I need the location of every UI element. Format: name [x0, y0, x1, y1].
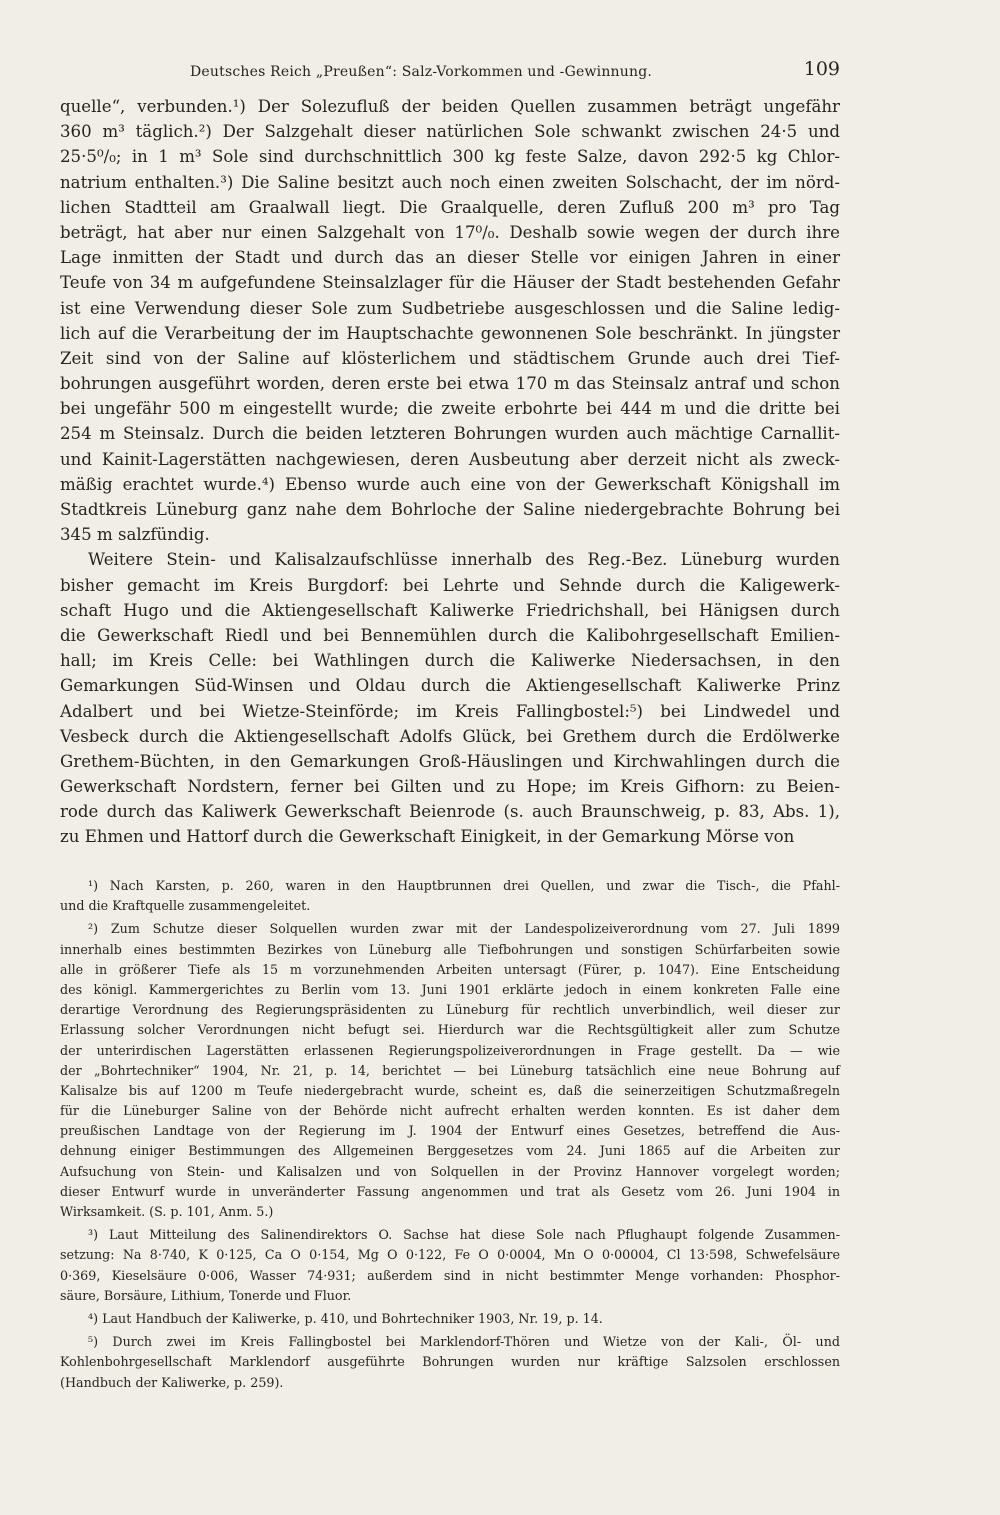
body-line: zu Ehmen und Hattorf durch die Gewerkschaft Einigkeit, in der Gemarkung Mörse von: [60, 827, 795, 847]
footnote-line: Aufsuchung von Stein- und Kalisalzen und von Solquellen in der Provinz Hannover vorgelegt worden;: [60, 1163, 840, 1179]
running-head: Deutsches Reich „Preußen“: Salz-Vorkommen und -Gewinnung.: [190, 64, 653, 80]
footnote-line: innerhalb eines bestimmten Bezirkes von Lüneburg alle Tiefbohrungen und sonstigen Schürfarbeiten sowie: [60, 941, 840, 957]
body-line: mäßig erachtet wurde.⁴) Ebenso wurde auch eine von der Gewerkschaft Königshall im: [60, 474, 840, 494]
body-line: und Kainit-Lagerstätten nachgewiesen, deren Ausbeutung aber derzeit nicht als zweck-: [60, 449, 840, 469]
body-line: Grethem-Büchten, in den Gemarkungen Groß-Häuslingen und Kirchwahlingen durch die: [60, 751, 840, 771]
footnote-line: dehnung einiger Bestimmungen des Allgemeinen Berggesetzes vom 24. Juni 1865 auf die Arbeiten zur: [60, 1143, 840, 1159]
footnotes: [60, 876, 840, 1393]
footnote-line: 0·369, Kieselsäure 0·006, Wasser 74·931; außerdem sind in nicht bestimmter Menge vorhanden: Phosphor-: [60, 1267, 840, 1283]
footnote-line: ¹) Nach Karsten, p. 260, waren in den Hauptbrunnen drei Quellen, und zwar die Tisch-, die Pfahl-: [88, 878, 840, 893]
footnote-line: ²) Zum Schutze dieser Solquellen wurden zwar mit der Landespolizeiverordnung vom 27. Juli 1899: [88, 921, 840, 937]
body-line: Zeit sind von der Saline auf klösterlichem und städtischem Grunde auch drei Tief-: [60, 348, 840, 368]
footnote-line: der „Bohrtechniker“ 1904, Nr. 21, p. 14, berichtet — bei Lüneburg tatsächlich eine neue Bohrung auf: [60, 1062, 840, 1078]
footnote-line: preußischen Landtage von der Regierung im J. 1904 der Entwurf eines Gesetzes, betreffend die Aus-: [60, 1123, 840, 1139]
body-line: Stadtkreis Lüneburg ganz nahe dem Bohrloche der Saline niedergebrachte Bohrung bei: [60, 500, 840, 519]
footnote-line: und die Kraftquelle zusammengeleitet.: [60, 898, 311, 914]
footnote-line: derartige Verordnung des Regierungspräsidenten zu Lüneburg für rechtlich unverbindlich, weil dieser zur: [60, 1002, 840, 1018]
body-text: [60, 94, 840, 850]
footnote: [60, 919, 840, 1222]
body-line: Gewerkschaft Nordstern, ferner bei Gilten und zu Hope; im Kreis Gifhorn: zu Beien-: [60, 777, 840, 797]
body-line: 25·5⁰/₀; in 1 m³ Sole sind durchschnittlich 300 kg feste Salze, davon 292·5 kg Chlor-: [60, 147, 840, 167]
page-header: [60, 58, 840, 86]
footnote-line: Erlassung solcher Verordnungen nicht befugt sei. Hierdurch war die Rechtsgültigkeit aller zum Schutze: [60, 1022, 840, 1038]
body-line: 254 m Steinsalz. Durch die beiden letzteren Bohrungen wurden auch mächtige Carnallit-: [60, 424, 840, 444]
body-line: 360 m³ täglich.²) Der Salzgehalt dieser natürlichen Sole schwankt zwischen 24·5 und: [60, 122, 840, 142]
body-line: natrium enthalten.³) Die Saline besitzt auch noch einen zweiten Solschacht, der im nörd-: [60, 172, 840, 192]
footnote-line: ⁴) Laut Handbuch der Kaliwerke, p. 410, und Bohrtechniker 1903, Nr. 19, p. 14.: [88, 1310, 603, 1326]
footnote: [60, 1225, 840, 1306]
body-line: schaft Hugo und die Aktiengesellschaft Kaliwerke Friedrichshall, bei Hänigsen durch: [60, 600, 840, 620]
body-line: bisher gemacht im Kreis Burgdorf: bei Lehrte und Sehnde durch die Kaligewerk-: [60, 575, 840, 595]
footnote-line: dieser Entwurf wurde in unveränderter Fassung angenommen und trat als Gesetz vom 26. Juni 1904 in: [60, 1183, 840, 1199]
footnote: [60, 1332, 840, 1393]
body-line: Teufe von 34 m aufgefundene Steinsalzlager für die Häuser der Stadt bestehenden Gefahr: [60, 273, 840, 293]
footnote-line: alle in größerer Tiefe als 15 m vorzunehmenden Arbeiten untersagt (Fürer, p. 1047). Eine Entscheidung: [60, 961, 840, 977]
body-line: lichen Stadtteil am Graalwall liegt. Die Graalquelle, deren Zufluß 200 m³ pro Tag: [60, 197, 840, 217]
body-line: ist eine Verwendung dieser Sole zum Sudbetriebe ausgeschlossen und die Saline ledig-: [60, 298, 840, 318]
footnote-line: säure, Borsäure, Lithium, Tonerde und Fluor.: [60, 1287, 352, 1303]
footnote-line: ³) Laut Mitteilung des Salinendirektors O. Sachse hat diese Sole nach Pflughaupt folgende Zusammen-: [88, 1227, 840, 1243]
body-line: Weitere Stein- und Kalisalzaufschlüsse innerhalb des Reg.-Bez. Lüneburg wurden: [88, 550, 840, 570]
footnote-line: ⁵) Durch zwei im Kreis Fallingbostel bei Marklendorf-Thören und Wietze von der Kali-, Öl- und: [88, 1334, 840, 1350]
body-line: Adalbert und bei Wietze-Steinförde; im Kreis Fallingbostel:⁵) bei Lindwedel und: [60, 701, 840, 721]
body-line: quelle“, verbunden.¹) Der Solezufluß der beiden Quellen zusammen beträgt ungefähr: [60, 97, 840, 116]
body-line: hall; im Kreis Celle: bei Wathlingen durch die Kaliwerke Niedersachsen, in den: [60, 651, 840, 671]
footnote-line: setzung: Na 8·740, K 0·125, Ca O 0·154, Mg O 0·122, Fe O 0·0004, Mn O 0·00004, Cl 13·598, Schwefelsäure: [60, 1247, 840, 1263]
footnote: [60, 876, 840, 916]
body-line: rode durch das Kaliwerk Gewerkschaft Beienrode (s. auch Braunschweig, p. 83, Abs. 1),: [60, 802, 840, 822]
footnote-line: des königl. Kammergerichtes zu Berlin vom 13. Juni 1901 erklärte jedoch in einem konkreten Falle eine: [60, 981, 840, 997]
body-line: 345 m salzfündig.: [60, 525, 210, 545]
body-line: Vesbeck durch die Aktiengesellschaft Adolfs Glück, bei Grethem durch die Erdölwerke: [60, 726, 840, 746]
body-line: die Gewerkschaft Riedl und bei Bennemühlen durch die Kalibohrgesellschaft Emilien-: [60, 625, 840, 645]
body-line: beträgt, hat aber nur einen Salzgehalt von 17⁰/₀. Deshalb sowie wegen der durch ihre: [60, 222, 840, 242]
footnote: [60, 1309, 840, 1329]
page-number: 109: [803, 58, 840, 80]
footnote-line: Kalisalze bis auf 1200 m Teufe niedergebracht wurde, scheint es, daß die seinerzeitigen Schutzmaßregeln: [60, 1082, 840, 1098]
body-line: lich auf die Verarbeitung der im Hauptschachte gewonnenen Sole beschränkt. In jüngster: [60, 323, 840, 343]
body-line: bohrungen ausgeführt worden, deren erste bei etwa 170 m das Steinsalz antraf und schon: [60, 374, 840, 394]
body-line: Lage inmitten der Stadt und durch das an dieser Stelle vor einigen Jahren in einer: [60, 248, 840, 268]
footnote-line: der unterirdischen Lagerstätten erlassenen Regierungspolizeiverordnungen in Frage gestellt. Da — wie: [60, 1042, 840, 1058]
footnote-line: Wirksamkeit. (S. p. 101, Anm. 5.): [60, 1204, 274, 1219]
footnote-line: Kohlenbohrgesellschaft Marklendorf ausgeführte Bohrungen wurden nur kräftige Salzsolen erschlossen: [60, 1354, 840, 1370]
body-line: Gemarkungen Süd-Winsen und Oldau durch die Aktiengesellschaft Kaliwerke Prinz: [60, 676, 840, 696]
footnote-line: für die Lüneburger Saline von der Behörde nicht aufrecht erhalten werden konnten. Es ist daher dem: [60, 1103, 840, 1119]
body-line: bei ungefähr 500 m eingestellt wurde; die zweite erbohrte bei 444 m und die dritte bei: [60, 399, 840, 419]
footnote-line: (Handbuch der Kaliwerke, p. 259).: [60, 1374, 284, 1390]
